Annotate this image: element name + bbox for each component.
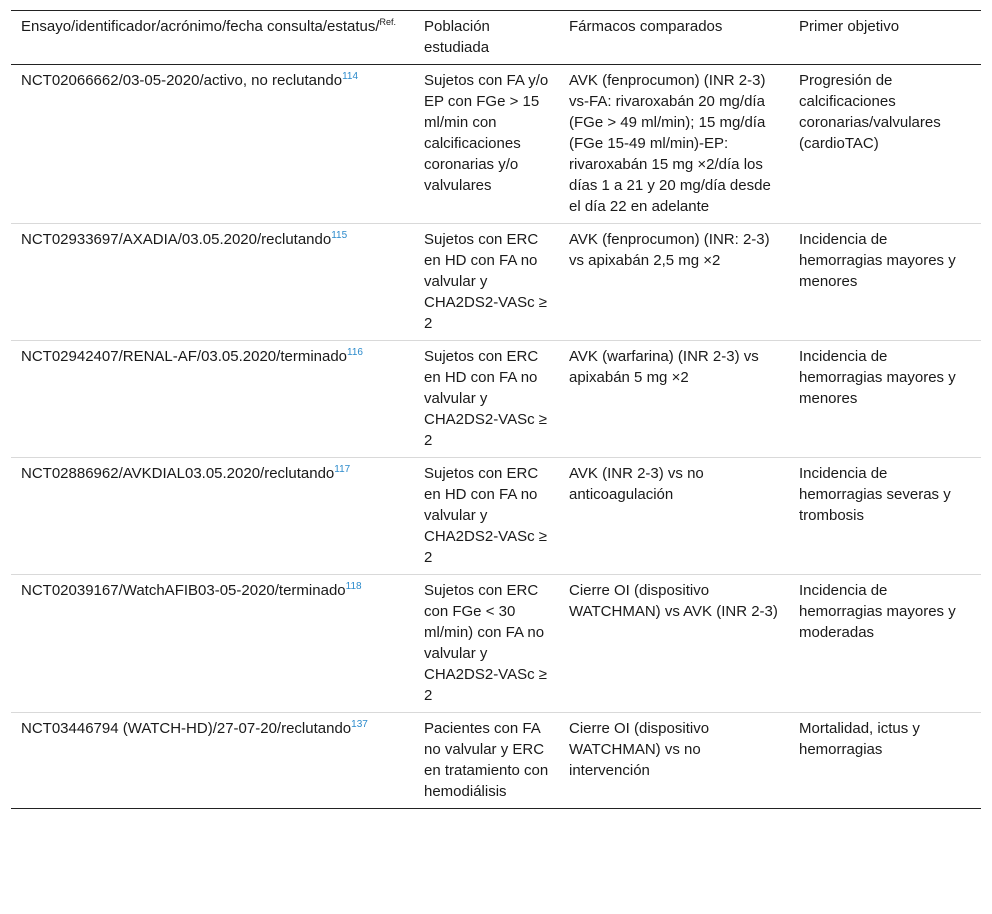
table-row: [11, 65, 981, 224]
reference-link[interactable]: 116: [347, 347, 363, 358]
drugs-cell: AVK (fenprocumon) (INR 2-3) vs-FA: rivaroxabán 20 mg/día (FGe > 49 ml/min); 15 mg/día (FGe 15-49 ml/min)-EP: rivaroxabán 15 mg ×2/día los días 1 a 21 y 20 mg/día desde el día 22 en adelante: [569, 72, 771, 215]
drugs-cell: Cierre OI (dispositivo WATCHMAN) vs no intervención: [569, 720, 710, 779]
table-row: [11, 458, 981, 575]
trial-cell: [11, 224, 414, 340]
table-row: [11, 713, 981, 808]
reference-link[interactable]: 117: [334, 464, 351, 475]
population-cell: Sujetos con ERC en HD con FA no valvular y CHA2DS2-VASc ≥ 2: [424, 465, 547, 566]
table-row: [11, 341, 981, 458]
trial-text: NCT02039167/WatchAFIB03-05-2020/terminado: [21, 582, 346, 599]
reference-link[interactable]: 137: [351, 719, 368, 730]
reference-link[interactable]: 115: [331, 230, 348, 241]
trial-text: NCT03446794 (WATCH-HD)/27-07-20/reclutando: [21, 720, 352, 737]
population-cell: Sujetos con ERC en HD con FA no valvular y CHA2DS2-VASc ≥ 2: [424, 348, 547, 449]
trial-text: NCT02066662/03-05-2020/activo, no reclutando: [21, 72, 343, 89]
population-cell: Sujetos con ERC en HD con FA no valvular y CHA2DS2-VASc ≥ 2: [424, 231, 547, 332]
objective-cell: Incidencia de hemorragias mayores y menores: [799, 231, 956, 290]
header-ref-superscript: Ref.: [379, 17, 397, 27]
objective-cell: Incidencia de hemorragias mayores y moderadas: [799, 582, 956, 641]
reference-link[interactable]: 118: [345, 581, 362, 592]
objective-cell: Mortalidad, ictus y hemorragias: [799, 720, 920, 758]
population-cell: Pacientes con FA no valvular y ERC en tratamiento con hemodiálisis: [424, 720, 549, 800]
drugs-cell: AVK (INR 2-3) vs no anticoagulación: [569, 465, 704, 503]
objective-cell: Progresión de calcificaciones coronarias/valvulares (cardioTAC): [799, 72, 941, 152]
header-population: Población estudiada: [424, 18, 490, 56]
trials-table: [11, 10, 981, 809]
drugs-cell: AVK (warfarina) (INR 2-3) vs apixabán 5 mg ×2: [569, 348, 759, 386]
trial-text: NCT02886962/AVKDIAL03.05.2020/reclutando: [21, 465, 335, 482]
trial-cell: [11, 341, 414, 457]
trial-cell: [11, 65, 414, 223]
header-objective: Primer objetivo: [799, 18, 900, 35]
population-cell: Sujetos con FA y/o EP con FGe > 15 ml/min con calcificaciones coronarias y/o valvulares: [424, 72, 549, 194]
table-row: [11, 224, 981, 341]
population-cell: Sujetos con ERC con FGe < 30 ml/min) con FA no valvular y CHA2DS2-VASc ≥ 2: [424, 582, 547, 704]
trial-cell: [11, 458, 414, 574]
trial-text: NCT02933697/AXADIA/03.05.2020/reclutando: [21, 231, 332, 248]
table-row: [11, 575, 981, 713]
header-trial: [11, 11, 414, 64]
objective-cell: Incidencia de hemorragias severas y trombosis: [799, 465, 951, 524]
drugs-cell: Cierre OI (dispositivo WATCHMAN) vs AVK (INR 2-3): [569, 582, 778, 620]
header-trial-text: Ensayo/identificador/acrónimo/fecha consulta/estatus/: [21, 18, 380, 35]
table-header-row: [11, 11, 981, 65]
objective-cell: Incidencia de hemorragias mayores y menores: [799, 348, 956, 407]
drugs-cell: AVK (fenprocumon) (INR: 2-3) vs apixabán 2,5 mg ×2: [569, 231, 770, 269]
trial-cell: [11, 575, 414, 712]
trial-text: NCT02942407/RENAL-AF/03.05.2020/terminado: [21, 348, 348, 365]
trial-cell: [11, 713, 414, 808]
reference-link[interactable]: 114: [342, 71, 359, 82]
header-drugs: Fármacos comparados: [569, 18, 723, 35]
